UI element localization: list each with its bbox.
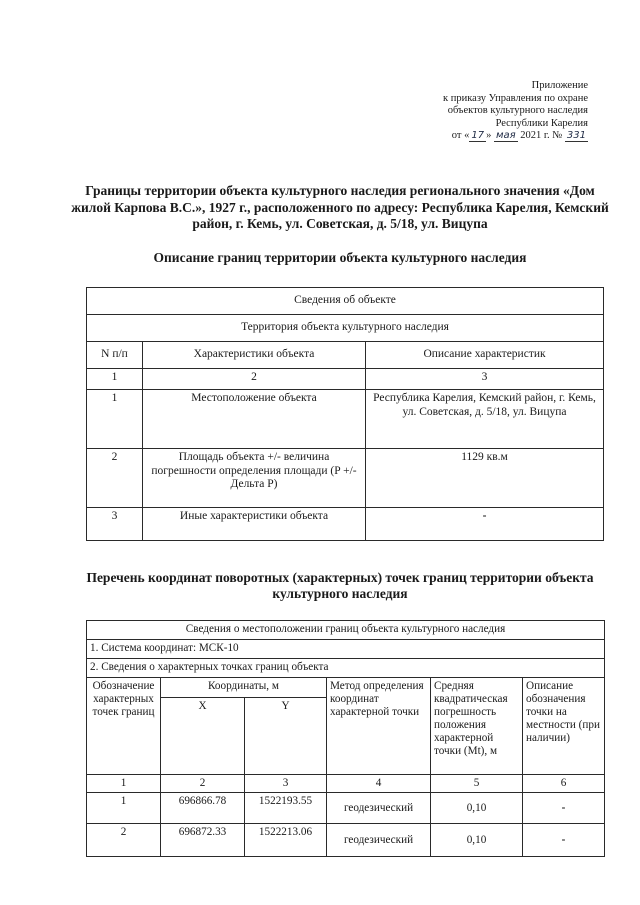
column-header: Координаты, м <box>161 678 327 698</box>
characteristic-cell: Площадь объекта +/- величина погрешности определения площади (P +/- Дельта P) <box>143 449 366 508</box>
column-header: Описание обозначения точки на местности (при наличии) <box>523 678 605 775</box>
coordinates-list-title: Перечень координат поворотных (характерных) точек границ территории объекта культурного наследия <box>86 570 594 601</box>
document-title: Границы территории объекта культурного наследия регионального значения «Дом жилой Карпова В.С.», 1927 г., расположенного по адресу: Республика Карелия, Кемский район, г. Кемь, ул. Советская, д. 5/18, ул. Вицупа <box>71 183 609 231</box>
table-row <box>87 508 604 541</box>
column-number: 3 <box>366 369 604 390</box>
x-coordinate: 696866.78 <box>161 793 245 824</box>
location-header: Сведения о местоположении границ объекта культурного наследия <box>87 621 605 640</box>
row-number: 3 <box>87 508 143 541</box>
description-cell: Республика Карелия, Кемский район, г. Кемь, ул. Советская, д. 5/18, ул. Вицупа <box>366 390 604 449</box>
table-row <box>87 342 604 369</box>
column-number: 3 <box>245 775 327 793</box>
point-number: 2 <box>87 824 161 857</box>
error-cell: 0,10 <box>431 824 523 857</box>
appendix-line-3: объектов культурного наследия <box>447 105 588 117</box>
characteristic-cell: Местоположение объекта <box>143 390 366 449</box>
method-cell: геодезический <box>327 824 431 857</box>
description-cell: - <box>366 508 604 541</box>
table-row <box>87 315 604 342</box>
column-number: 6 <box>523 775 605 793</box>
date-prefix: от « <box>451 130 470 142</box>
table-row <box>87 793 605 824</box>
x-coordinate: 696872.33 <box>161 824 245 857</box>
y-coordinate: 1522213.06 <box>245 824 327 857</box>
table-row <box>87 640 605 659</box>
appendix-block <box>338 80 588 143</box>
row-number: 2 <box>87 449 143 508</box>
point-description: - <box>523 824 605 857</box>
territory-header: Территория объекта культурного наследия <box>87 315 604 342</box>
coordinates-table <box>86 620 605 857</box>
appendix-line-2: к приказу Управления по охране <box>443 92 588 104</box>
order-month: мая <box>495 130 516 142</box>
column-number: 2 <box>143 369 366 390</box>
column-header: Характеристики объекта <box>143 342 366 369</box>
column-header: Метод определения координат характерной точки <box>327 678 431 775</box>
error-cell: 0,10 <box>431 793 523 824</box>
order-date-line <box>338 130 588 143</box>
coordinate-system: 1. Система координат: МСК-10 <box>87 640 605 659</box>
column-number: 2 <box>161 775 245 793</box>
row-number: 1 <box>87 390 143 449</box>
column-header: Y <box>245 698 327 775</box>
appendix-line-1: Приложение <box>531 80 588 91</box>
table-row <box>87 824 605 857</box>
table-row <box>87 775 605 793</box>
order-number: 331 <box>566 130 586 142</box>
column-header: Средняя квадратическая погрешность положения характерной точки (Mt), м <box>431 678 523 775</box>
column-header: Обозначение характерных точек границ <box>87 678 161 775</box>
table-row <box>87 390 604 449</box>
column-header: Описание характеристик <box>366 342 604 369</box>
table-row <box>87 659 605 678</box>
point-description: - <box>523 793 605 824</box>
table-row <box>87 621 605 640</box>
object-info-table <box>86 287 604 541</box>
table-row <box>87 369 604 390</box>
points-header: 2. Сведения о характерных точках границ объекта <box>87 659 605 678</box>
column-header: X <box>161 698 245 775</box>
column-header: N п/п <box>87 342 143 369</box>
column-number: 5 <box>431 775 523 793</box>
description-cell: 1129 кв.м <box>366 449 604 508</box>
y-coordinate: 1522193.55 <box>245 793 327 824</box>
point-number: 1 <box>87 793 161 824</box>
characteristic-cell: Иные характеристики объекта <box>143 508 366 541</box>
object-info-header: Сведения об объекте <box>87 288 604 315</box>
date-mid: » <box>486 130 492 142</box>
column-number: 1 <box>87 369 143 390</box>
table-row <box>87 449 604 508</box>
column-number: 4 <box>327 775 431 793</box>
order-year: 2021 г. № <box>520 130 563 142</box>
method-cell: геодезический <box>327 793 431 824</box>
order-day: 17 <box>471 130 485 142</box>
appendix-line-4: Республики Карелия <box>495 117 588 129</box>
table-row <box>87 288 604 315</box>
column-number: 1 <box>87 775 161 793</box>
section-subtitle: Описание границ территории объекта культурного наследия <box>153 250 527 265</box>
table-row <box>87 678 605 698</box>
